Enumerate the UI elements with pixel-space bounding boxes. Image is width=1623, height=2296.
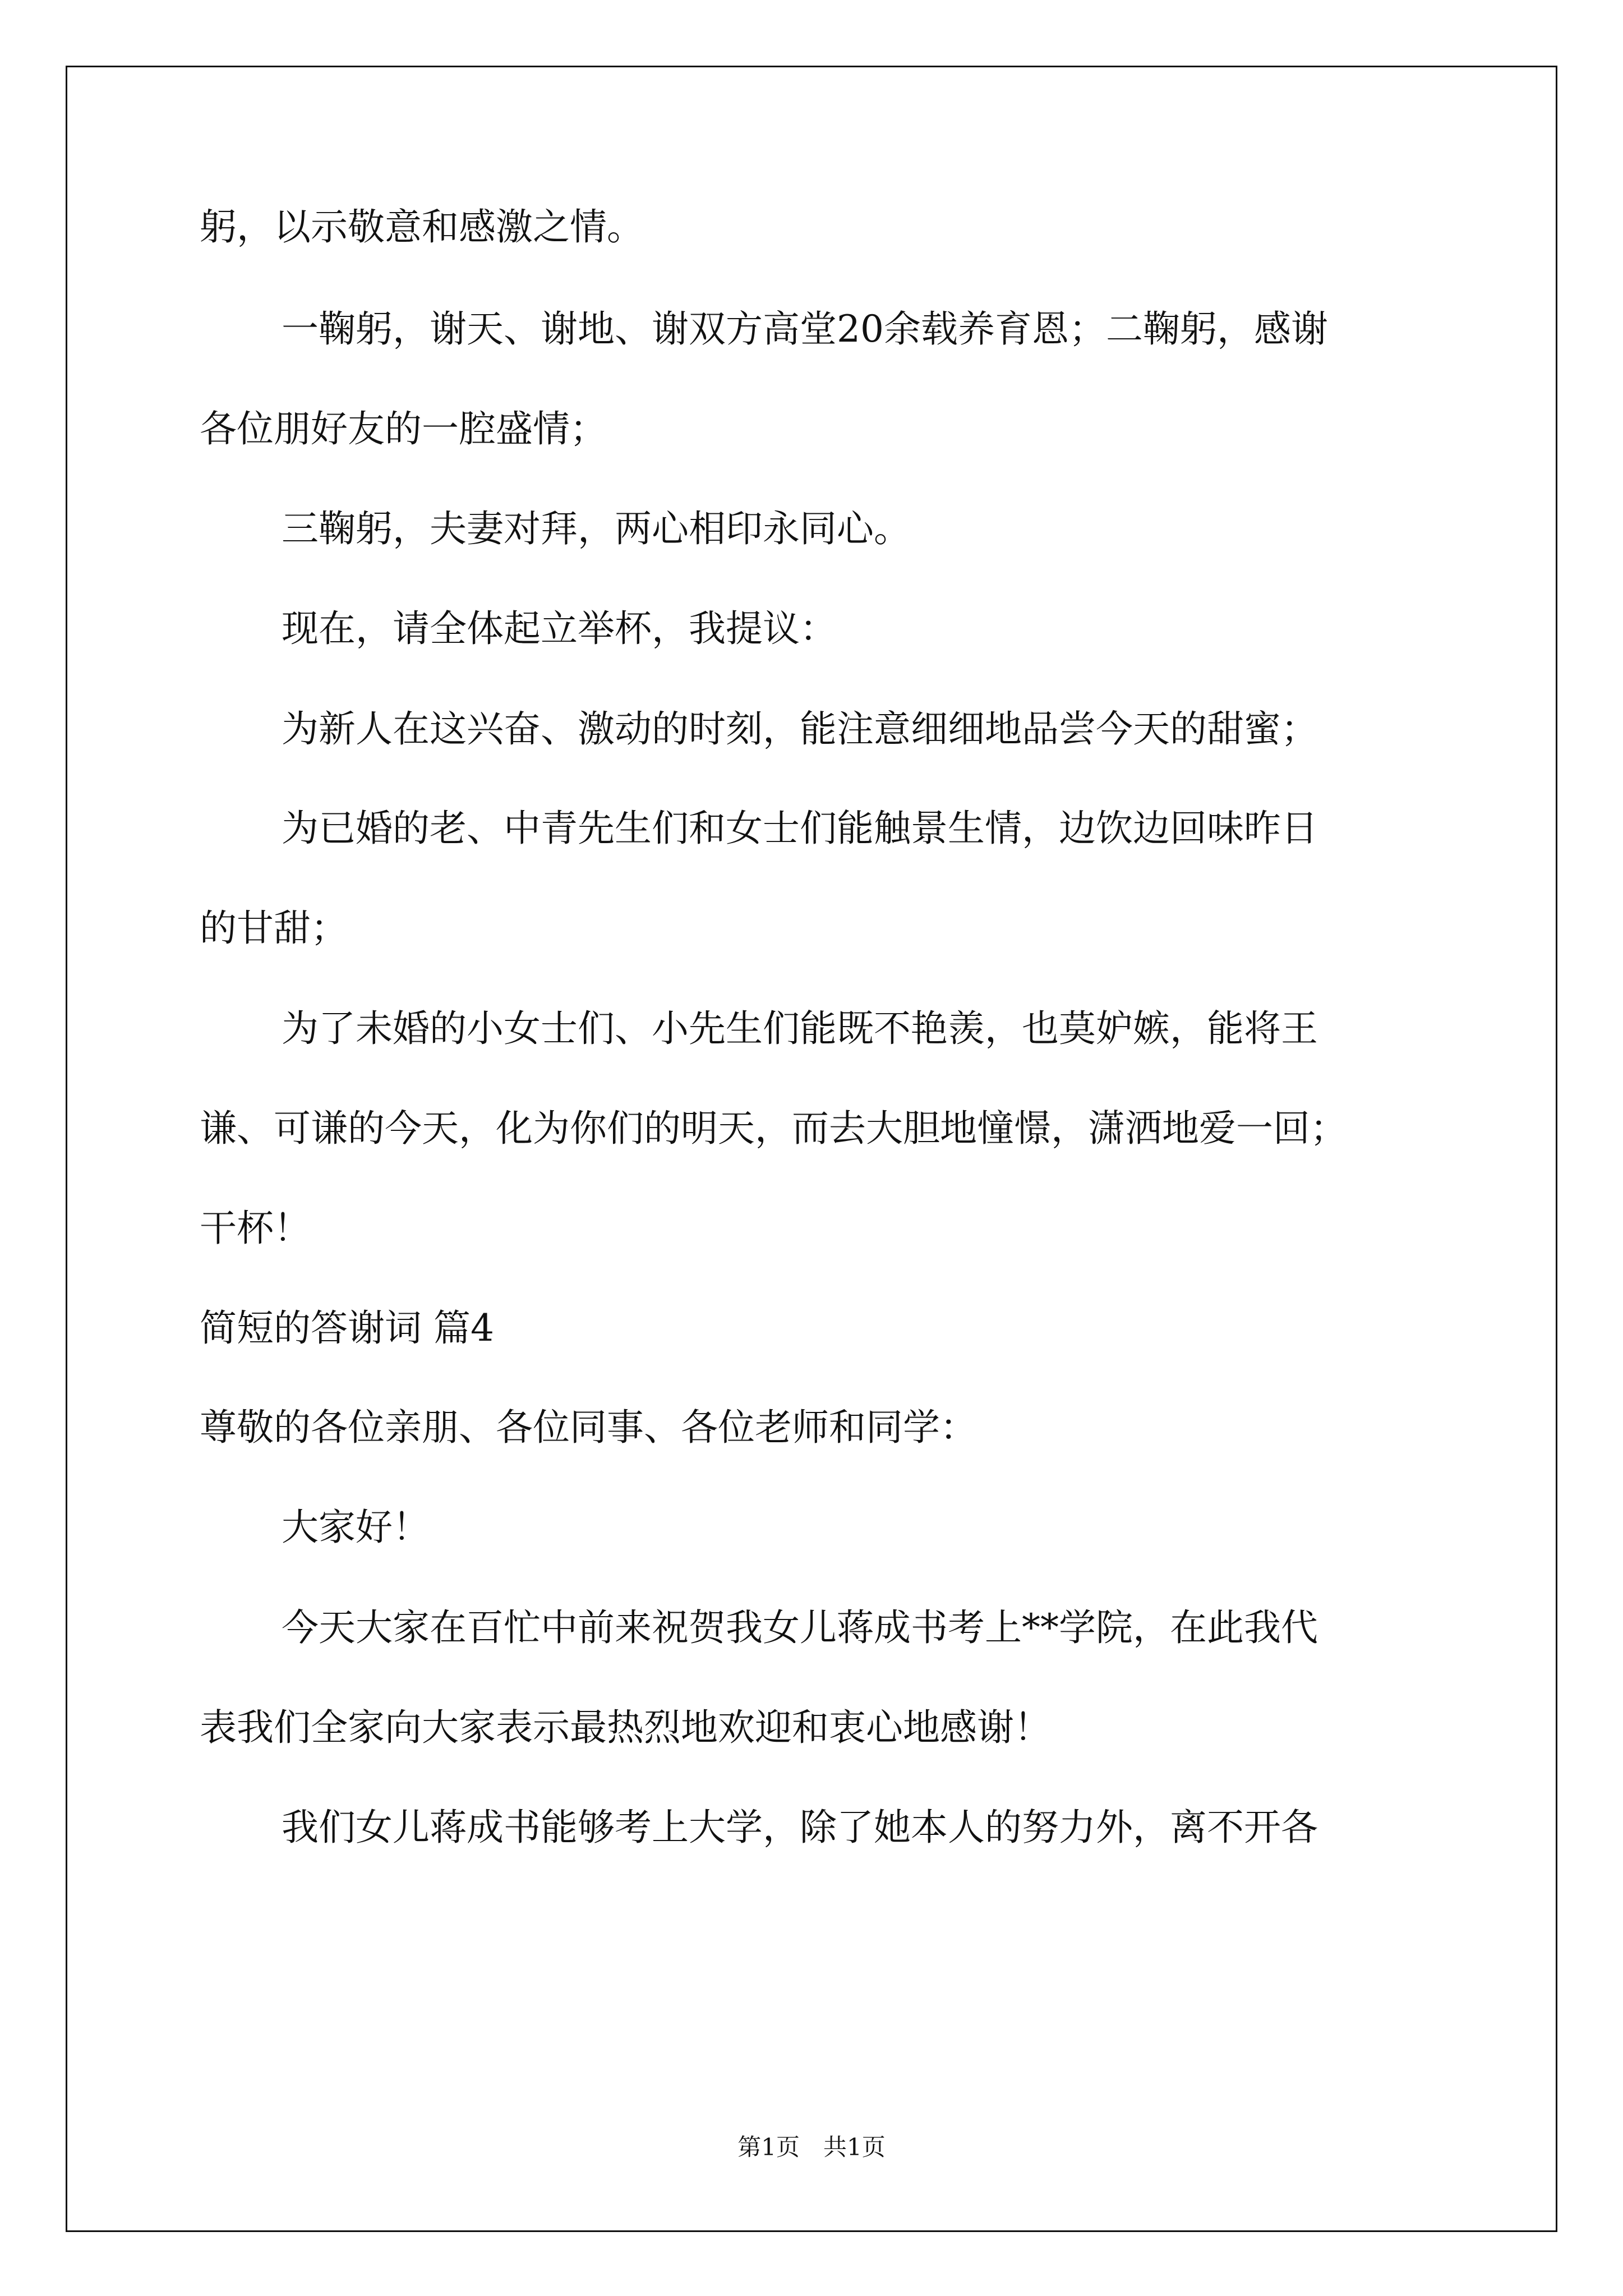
paragraph-line: 谦、可谦的今天，化为你们的明天，而去大胆地憧憬，潇洒地爱一回； — [200, 1107, 1347, 1150]
paragraph-line: 各位朋好友的一腔盛情； — [200, 407, 607, 450]
salutation: 尊敬的各位亲朋、各位同事、各位老师和同学： — [200, 1406, 977, 1449]
paragraph-line: 今天大家在百忙中前来祝贺我女儿蒋成书考上**学院，在此我代 — [282, 1606, 1318, 1649]
paragraph-line: 表我们全家向大家表示最热烈地欢迎和衷心地感谢！ — [200, 1706, 1051, 1749]
paragraph-line: 的甘甜； — [200, 907, 348, 950]
paragraph-line: 为已婚的老、中青先生们和女士们能触景生情，边饮边回味昨日 — [282, 807, 1318, 850]
paragraph-line: 为了未婚的小女士们、小先生们能既不艳羡，也莫妒嫉，能将王 — [282, 1007, 1318, 1050]
paragraph-line: 一鞠躬，谢天、谢地、谢双方高堂20余载养育恩；二鞠躬，感谢 — [282, 307, 1328, 351]
paragraph-line: 我们女儿蒋成书能够考上大学，除了她本人的努力外，离不开各 — [282, 1806, 1318, 1849]
paragraph-line: 现在，请全体起立举杯，我提议： — [282, 607, 837, 650]
section-heading: 简短的答谢词 篇4 — [200, 1306, 494, 1350]
paragraph-line: 为新人在这兴奋、激动的时刻，能注意细细地品尝今天的甜蜜； — [282, 707, 1318, 751]
page-number-footer: 第1页 共1页 — [737, 2133, 886, 2161]
paragraph-line: 躬，以示敬意和感激之情。 — [200, 205, 644, 249]
paragraph-line: 三鞠躬，夫妻对拜，两心相印永同心。 — [282, 507, 911, 550]
paragraph-line: 干杯！ — [200, 1207, 311, 1250]
greeting: 大家好！ — [282, 1506, 430, 1549]
